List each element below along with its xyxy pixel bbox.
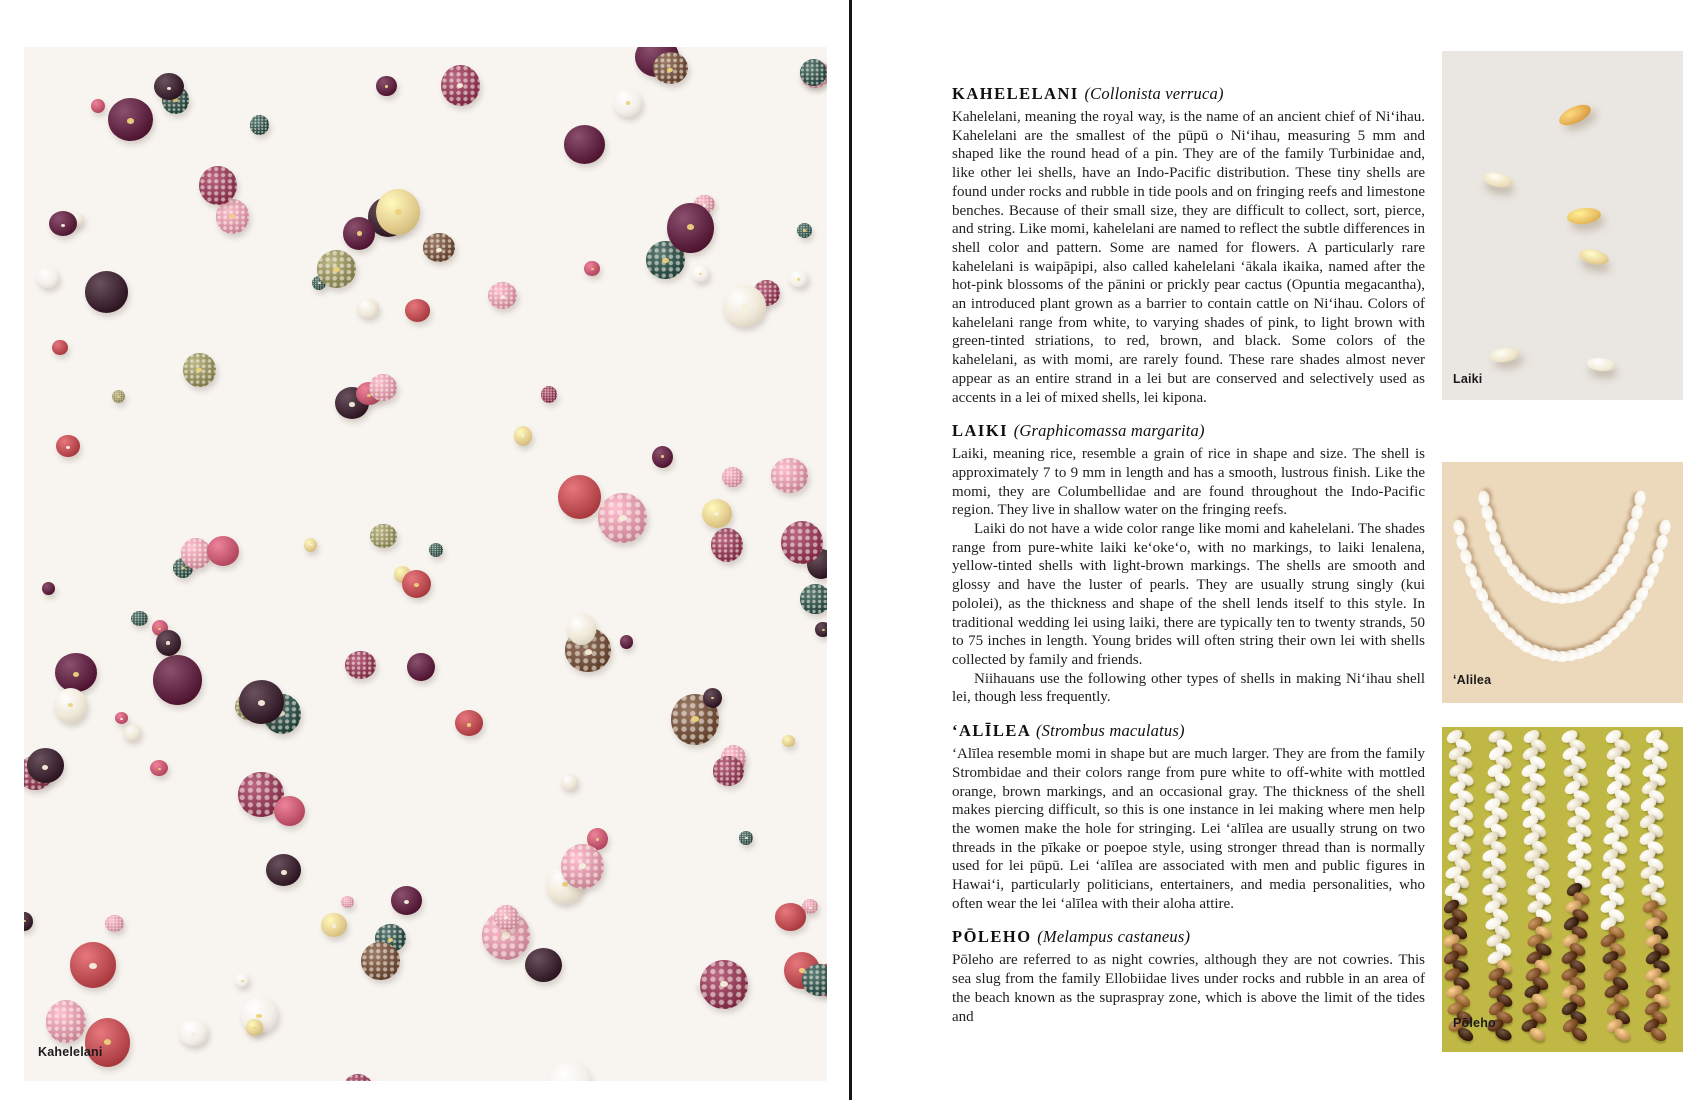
shell	[127, 118, 134, 124]
shell	[404, 900, 409, 904]
shell	[46, 1000, 86, 1043]
shell	[488, 282, 517, 309]
shell	[501, 295, 506, 299]
shell	[304, 538, 317, 552]
shell	[596, 838, 599, 841]
shell	[700, 960, 748, 1009]
shell	[584, 261, 599, 277]
shell	[321, 913, 347, 937]
body-paragraph: ʻAlīlea resemble momi in shape but are much larger. They are from the family Strombidae and their colors range from pure white to off-white with mottled orange, brown markings, and an occasional gray. The thickness of the shell makes piercing difficult, so this is one instance in lei making where men help the women make the hole for stringing. Lei ʻalīlea are usually strung on two threads in the pīkake or poepoe style, using stronger thread than is normally used for lei pūpū. Lei ʻalīlea are associated with men and public figures in Hawaiʻi, particularly politicians, entertainers, and media personalities, who often wear the lei ʻalīlea with their aloha attire.	[952, 746, 1425, 912]
shell	[775, 903, 806, 930]
shell	[467, 723, 472, 727]
shell	[207, 536, 239, 566]
shell	[341, 896, 354, 908]
shell	[317, 250, 357, 289]
shell	[68, 703, 73, 707]
page-gutter-line	[849, 0, 852, 1100]
shell	[711, 528, 743, 562]
section-heading-kahelelani	[952, 84, 1425, 104]
shell	[662, 258, 668, 263]
shell	[357, 299, 379, 319]
shell	[455, 710, 483, 736]
photo-caption-poleho: Pōleho	[1453, 1016, 1496, 1030]
shell	[52, 340, 68, 355]
shell	[73, 672, 80, 677]
shell	[388, 938, 393, 942]
shell	[723, 285, 766, 327]
shell	[414, 583, 419, 587]
shell	[1586, 357, 1615, 373]
shell	[561, 844, 604, 889]
shell	[620, 635, 634, 649]
shell	[256, 1014, 262, 1019]
body-paragraph: Pōleho are referred to as night cowries, although they are not cowries. This sea slug from the family Ellobiidae lives under rocks and rubble in an area of the beach known as the supraspray zone, which is above the limit of the tides and	[952, 952, 1425, 1025]
shell	[37, 267, 58, 288]
shell-scatter	[24, 47, 827, 1081]
shell	[687, 224, 695, 230]
shell	[42, 582, 55, 595]
shell	[619, 515, 627, 521]
shell	[369, 374, 398, 401]
shell	[564, 125, 605, 164]
shell	[585, 649, 592, 655]
shell	[49, 211, 77, 236]
section-heading-alilea	[952, 721, 1425, 741]
shell	[123, 723, 141, 741]
body-paragraph: Kahelelani, meaning the royal way, is the name of an ancient chief of Niʻihau. Kahelelani are the smallest of the pūpū o Niʻihau, measuring 5 mm and shaped like the round head of a pin. They are of the family Turbinidae and, like other lei shells, have an Indo-Pacific distribution. These tiny shells are found under rocks and rubble in tide pools and on fringing reefs and limestone benches. Because of their small size, they are difficult to collect, sort, pierce, and string. Like momi, kahelelani are named to reflect the subtle differences in shell color and pattern. Some are named for flowers. A particularly rare kahelelani is waipāpipi, also called kahelelani ʻākala ikaika, named after the hot-pink blossoms of the pānini or prickly pear cactus (Opuntia megacantha), an introduced plant grown as a barrier to contain cattle on Niʻihau. Colors of kahelelani range from white, to varying shades of pink, to light brown with green-tinted striations, to red, brown, and black. Some colors of the kahelelani, as with momi, are rarely found. These rare shades almost never appear as an entire strand in a lei but are conserved and selectively used as accents in a lei of mixed shells, lei kipona.	[952, 109, 1425, 406]
shell	[441, 65, 480, 106]
shell	[800, 584, 827, 615]
scientific-name: (Collonista verruca)	[1084, 84, 1224, 103]
shell	[253, 1027, 256, 1029]
shell	[241, 980, 244, 982]
text-column	[952, 84, 1425, 1026]
shell	[112, 390, 126, 403]
shell	[703, 688, 722, 708]
shell	[653, 52, 688, 84]
shell	[246, 1019, 264, 1036]
heading-word: ʻALĪLEA	[952, 721, 1031, 741]
shell	[66, 446, 70, 449]
heading-word: LAIKI	[952, 421, 1009, 441]
shell	[250, 115, 270, 135]
shell	[558, 475, 602, 519]
shell	[376, 76, 397, 97]
shell	[525, 948, 562, 982]
shell	[370, 524, 397, 548]
shell	[154, 73, 184, 100]
shell	[85, 1018, 131, 1067]
shell	[376, 189, 420, 235]
shell	[771, 458, 809, 492]
shell	[626, 101, 630, 105]
shell	[361, 942, 399, 980]
shell	[150, 760, 168, 776]
shell	[385, 85, 388, 88]
shell	[714, 512, 719, 516]
shell	[803, 229, 806, 231]
shell	[711, 697, 714, 699]
shell	[692, 265, 709, 281]
heading-word: KAHELELANI	[952, 84, 1079, 103]
shell	[741, 304, 748, 309]
shell	[117, 396, 120, 398]
shell	[131, 611, 147, 626]
shell	[815, 622, 827, 637]
shell	[722, 467, 743, 487]
shell	[667, 203, 714, 254]
shell	[739, 831, 753, 845]
shell	[395, 209, 402, 215]
shell	[191, 1032, 196, 1036]
shell	[614, 89, 642, 117]
shell	[310, 544, 313, 546]
shell	[797, 223, 812, 239]
shell	[167, 87, 172, 91]
shell	[158, 768, 161, 770]
body-paragraph: Niihauans use the following other types of shells in making Niʻihau shell lei, though less frequently.	[952, 670, 1425, 706]
shell	[1482, 170, 1514, 190]
shell	[230, 214, 235, 218]
shell	[196, 368, 201, 372]
body-paragraph: Laiki do not have a wide color range like momi and kahelelani. The shades range from pure-white laiki keʻokeʻo, with no markings, to laiki lenalena, yellow-tinted shells with light-brown markings. The shells are smooth and glossy and have the luster of pearls. They are usually strung singly (kui pololei), as the thickness and shape of the shell lends itself to this style. In traditional wedding lei using laiki, there are typically ten to twenty strands, 50 to 75 inches in length. Young brides will often string their own lei with shells collected by family and friends.	[952, 521, 1425, 668]
shell	[782, 735, 795, 747]
shell	[1567, 206, 1603, 226]
shell	[1452, 519, 1466, 537]
poleho-lei-art	[1442, 727, 1683, 1052]
shell	[391, 886, 423, 915]
shell	[720, 981, 728, 987]
shell	[1648, 1025, 1668, 1044]
laiki-photo	[1442, 51, 1683, 400]
scientific-name: (Melampus castaneus)	[1037, 927, 1191, 947]
shell	[789, 270, 808, 287]
shell	[691, 716, 699, 722]
photo-caption-alilea: ʻAlilea	[1453, 673, 1492, 687]
shell	[166, 641, 170, 644]
shell	[181, 567, 184, 570]
shell	[349, 402, 355, 406]
shell	[156, 630, 181, 655]
shell	[549, 1061, 591, 1081]
shell	[274, 796, 305, 826]
shell	[120, 718, 123, 720]
shell	[809, 907, 812, 909]
section-heading-poleho	[952, 927, 1425, 947]
shell	[239, 680, 285, 724]
shell	[61, 224, 65, 228]
shell	[56, 435, 79, 457]
shell	[130, 732, 133, 734]
shell	[343, 217, 375, 250]
alilea-necklace-art	[1442, 462, 1683, 703]
shell	[115, 712, 128, 724]
shell	[1493, 1026, 1513, 1043]
shell	[591, 268, 594, 270]
shell	[561, 774, 578, 790]
shell	[55, 653, 96, 692]
scientific-name: (Strombus maculatus)	[1035, 721, 1185, 741]
shell	[661, 455, 664, 458]
shell	[405, 299, 430, 321]
shell	[1578, 247, 1611, 268]
shell	[266, 854, 301, 886]
shell	[567, 613, 596, 644]
shell	[108, 98, 153, 141]
shell	[1613, 1025, 1633, 1043]
shell	[343, 1074, 373, 1081]
shell	[333, 267, 339, 272]
section-heading-laiki	[952, 421, 1425, 441]
body-paragraph: Laiki, meaning rice, resemble a grain of rice in shape and size. The shell is approximately 7 to 9 mm in length and has a smooth, lustrous finish. Like the momi, they are Columbellidae and are found throughout the Indo-Pacific region. They live in shallow water on the fringing reefs.	[952, 446, 1425, 519]
shell	[42, 765, 48, 770]
shell	[494, 905, 519, 930]
shell	[70, 942, 116, 987]
shell	[357, 231, 362, 235]
shell	[332, 924, 336, 927]
shell	[713, 756, 745, 786]
shell	[802, 964, 827, 996]
shell	[91, 99, 105, 113]
shell	[797, 278, 800, 280]
shell	[541, 386, 557, 402]
shell	[105, 915, 124, 932]
shell	[1489, 346, 1521, 364]
kahelelani-photo	[24, 47, 827, 1081]
shell	[407, 653, 435, 682]
shell	[235, 973, 249, 987]
shell	[457, 83, 463, 88]
poleho-photo	[1442, 727, 1683, 1052]
shell	[104, 1039, 111, 1045]
shell	[199, 166, 237, 205]
shell	[652, 446, 673, 468]
shell	[27, 748, 64, 782]
shell	[745, 837, 748, 839]
shell	[24, 920, 26, 922]
shell	[579, 863, 586, 869]
shell	[281, 870, 287, 874]
scientific-name: (Graphicomassa margarita)	[1013, 421, 1205, 441]
shell	[318, 282, 321, 284]
shell	[699, 273, 702, 275]
laiki-shells-art	[1442, 51, 1683, 400]
shell	[89, 963, 96, 969]
alilea-photo	[1442, 462, 1683, 703]
shell	[822, 629, 825, 631]
shell	[521, 434, 524, 436]
shell	[702, 499, 733, 529]
shell	[24, 912, 33, 931]
shell	[54, 688, 87, 723]
photo-caption-laiki: Laiki	[1453, 372, 1483, 386]
shell	[502, 932, 510, 938]
shell	[504, 916, 508, 919]
shell	[258, 700, 265, 706]
shell	[1556, 100, 1594, 129]
shell	[514, 426, 532, 446]
shell	[436, 248, 441, 252]
shell	[429, 543, 443, 557]
shell	[158, 628, 161, 630]
photo-caption-kahelelani: Kahelelani	[38, 1045, 103, 1059]
shell	[183, 353, 216, 388]
shell	[402, 570, 431, 598]
shell	[423, 233, 456, 262]
shell	[667, 68, 673, 72]
shell	[598, 493, 647, 543]
shell	[85, 271, 128, 313]
shell	[345, 651, 376, 679]
shell	[179, 1019, 208, 1046]
shell	[153, 655, 202, 704]
heading-word: PŌLEHO	[952, 927, 1032, 947]
